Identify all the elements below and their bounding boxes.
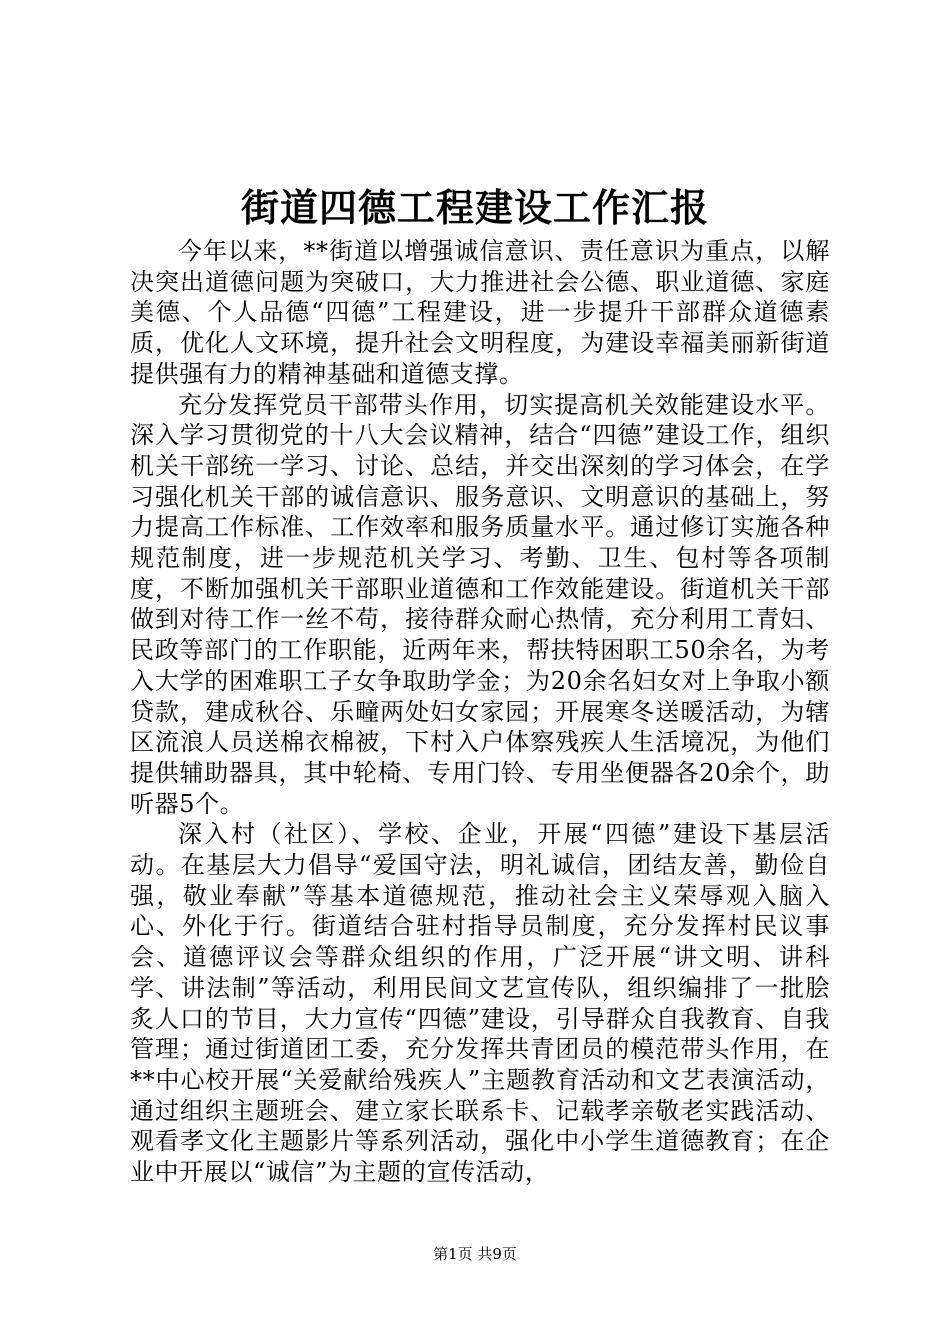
page-number-footer: 第1页 共9页 bbox=[433, 1245, 517, 1263]
paragraph-grassroots: 深入村（社区）、学校、企业，开展“四德”建设下基层活动。在基层大力倡导“爱国守法，明礼诚信，团结友善，勤俭自强，敬业奉献”等基本道德规范，推动社会主义荣辱观入脑入心、外化于行。街道结合驻村指导员制度，充分发挥村民议事会、道德评议会等群众组织的作用，广泛开展“讲文明、讲科学、讲法制”等活动，利用民间文艺宣传队，组织编排了一批脍炙人口的节目，大力宣传“四德”建设，引导群众自我教育、自我管理；通过街道团工委，充分发挥共青团员的模范带头作用，在**中心校开展“关爱献给残疾人”主题教育活动和文艺表演活动，通过组织主题班会、建立家长联系卡、记载孝亲敬老实践活动、观看孝文化主题影片等系列活动，强化中小学生道德教育；在企业中开展以“诚信”为主题的宣传活动， bbox=[130, 820, 830, 1187]
document-body bbox=[130, 236, 830, 1188]
paragraph-intro: 今年以来，**街道以增强诚信意识、责任意识为重点，以解决突出道德问题为突破口，大力推进社会公德、职业道德、家庭美德、个人品德“四德”工程建设，进一步提升干部群众道德素质，优化人文环境，提升社会文明程度，为建设幸福美丽新街道提供强有力的精神基础和道德支撑。 bbox=[130, 237, 830, 388]
document-title: 街道四德工程建设工作汇报 bbox=[240, 185, 709, 230]
paragraph-cadre-role: 充分发挥党员干部带头作用，切实提高机关效能建设水平。深入学习贯彻党的十八大会议精神，结合“四德”建设工作，组织机关干部统一学习、讨论、总结，并交出深刻的学习体会，在学习强化机关干部的诚信意识、服务意识、文明意识的基础上，努力提高工作标准、工作效率和服务质量水平。通过修订实施各种规范制度，进一步规范机关学习、考勤、卫生、包村等各项制度，不断加强机关干部职业道德和工作效能建设。街道机关干部做到对待工作一丝不苟，接待群众耐心热情，充分利用工青妇、民政等部门的工作职能，近两年来，帮扶特困职工50余名，为考入大学的困难职工子女争取助学金；为20余名妇女对上争取小额贷款，建成秋谷、乐疃两处妇女家园；开展寒冬送暖活动，为辖区流浪人员送棉衣棉被，下村入户体察残疾人生活境况，为他们提供辅助器具，其中轮椅、专用门铃、专用坐便器各20余个，助听器5个。 bbox=[130, 390, 830, 818]
